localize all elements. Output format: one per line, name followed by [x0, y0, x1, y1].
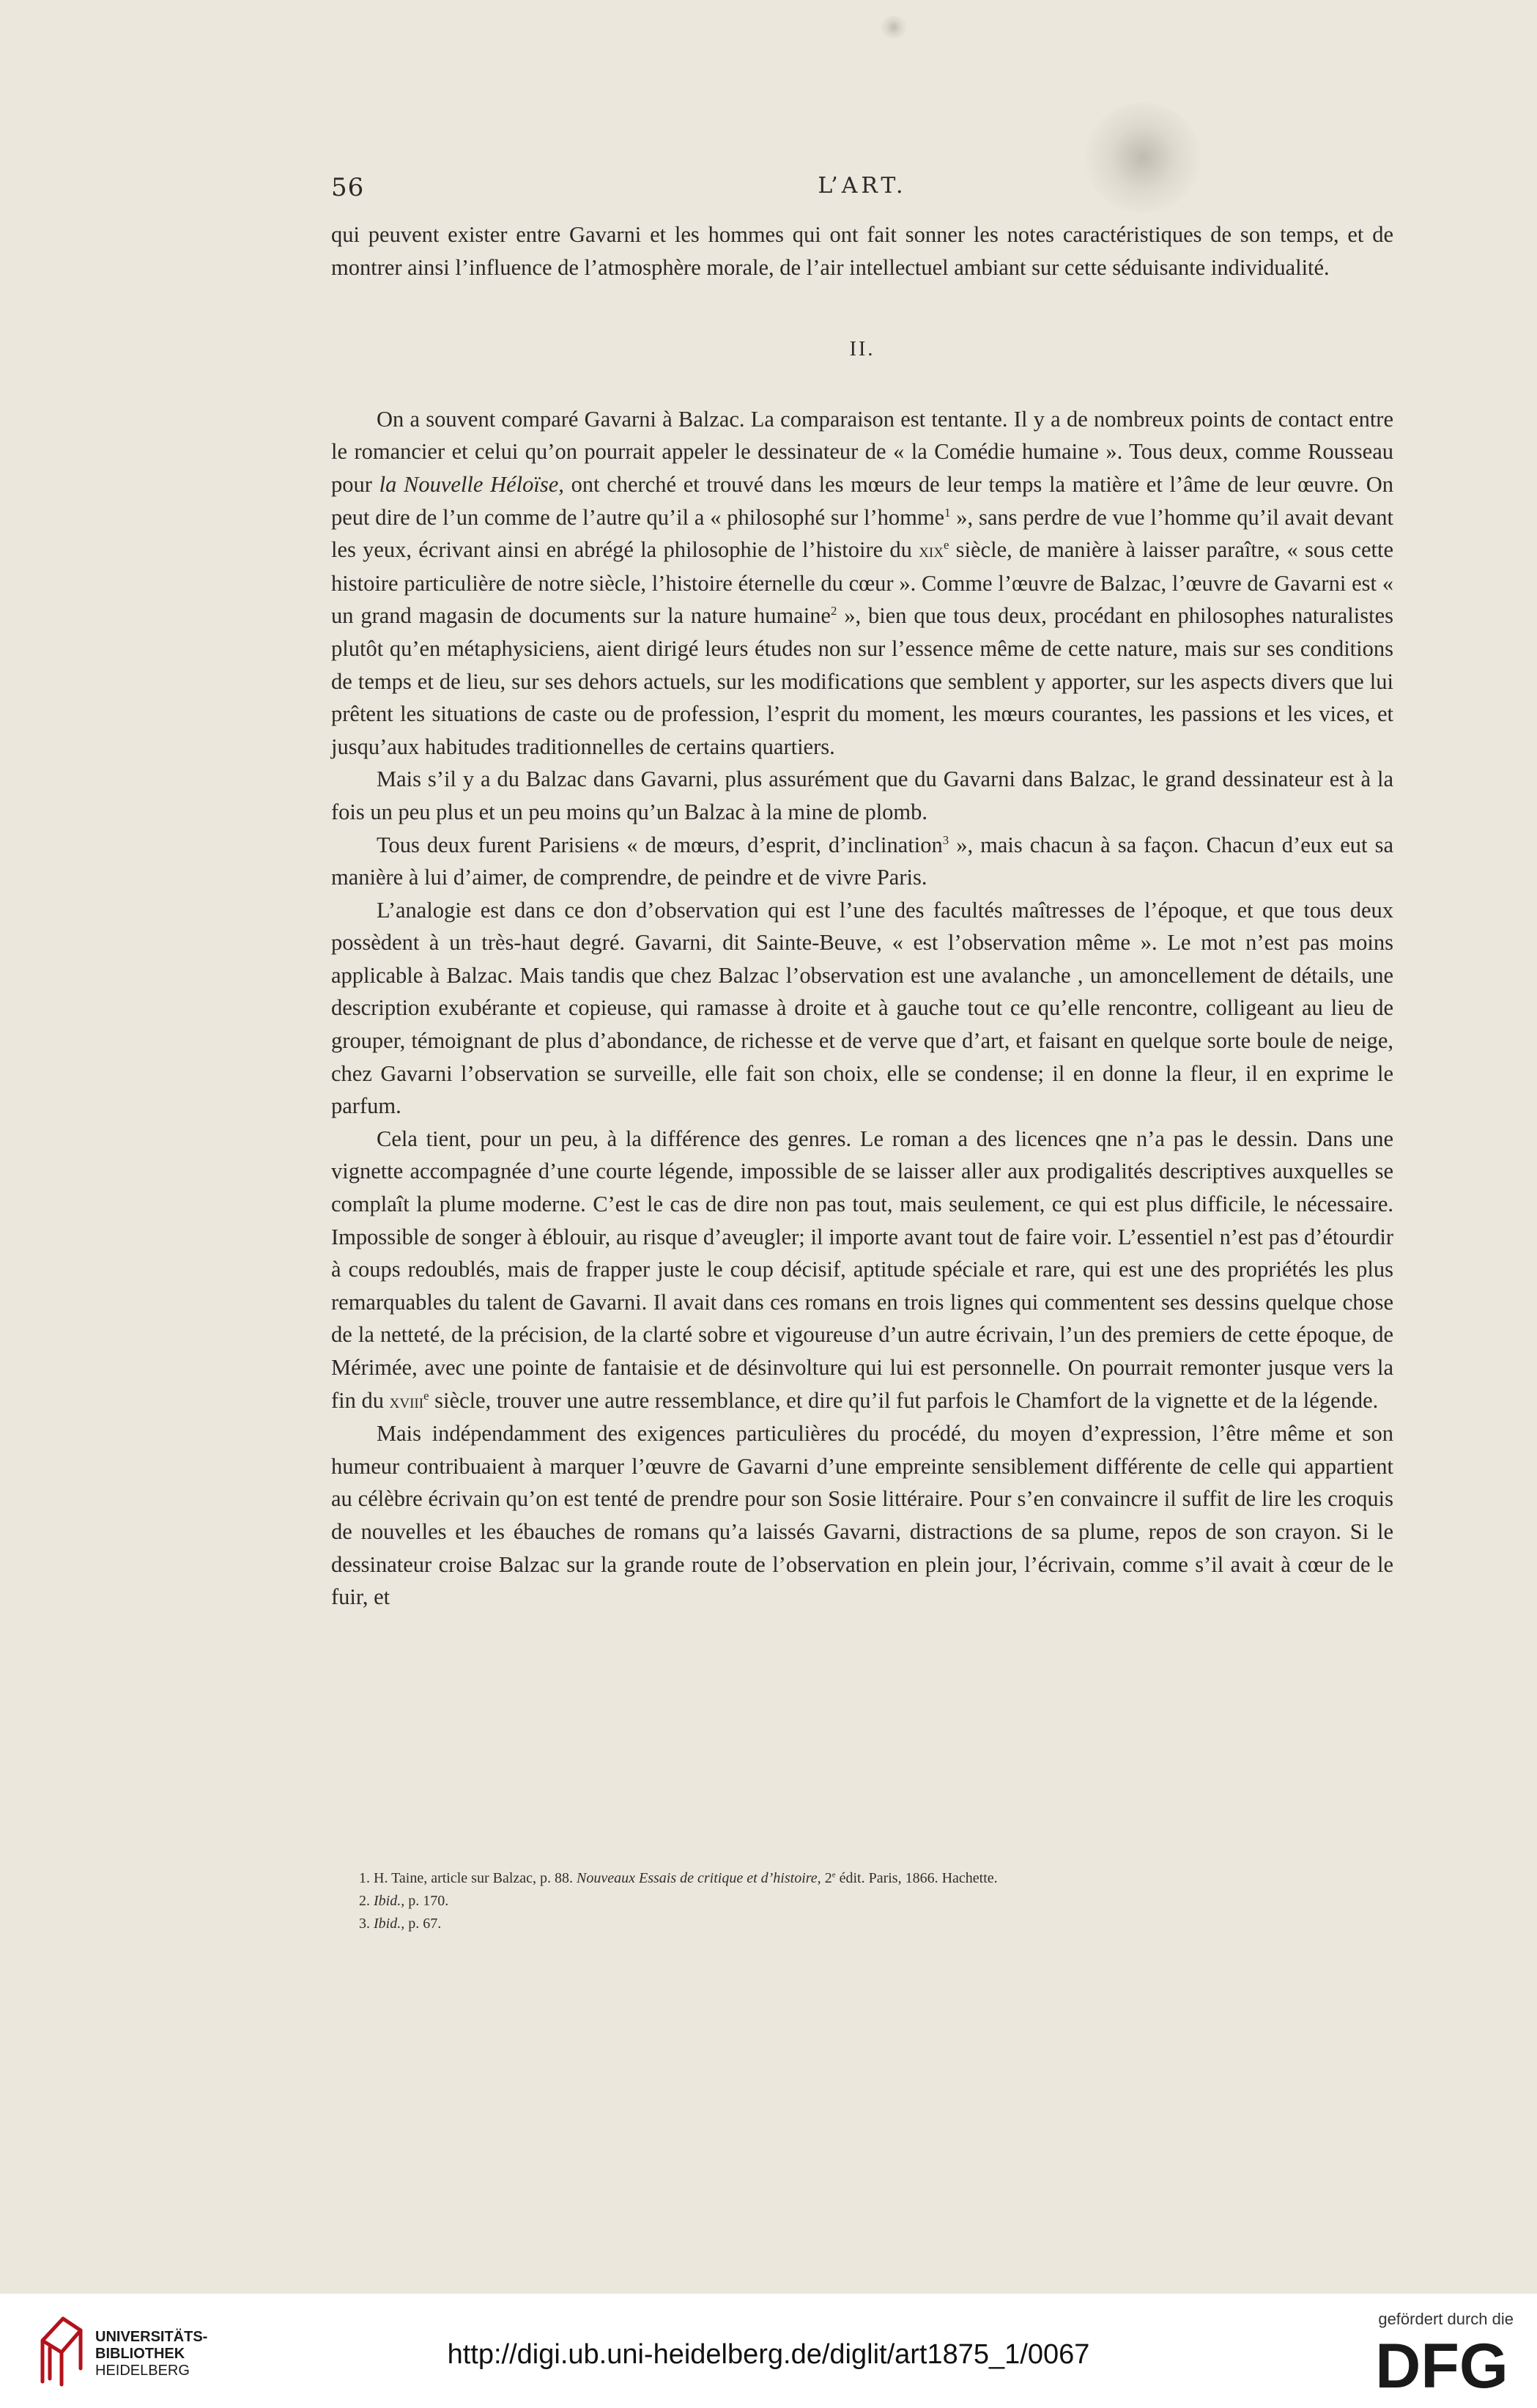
dfg-logo-icon[interactable]: [1370, 2335, 1514, 2396]
permalink-url[interactable]: http://digi.ub.uni-heidelberg.de/diglit/art1875_1/0067: [447, 2339, 1090, 2370]
footnote-1: 1. H. Taine, article sur Balzac, p. 88. Nouveaux Essais de critique et d’histoire, 2e édit. Paris, 1866. Hachette.: [359, 1870, 998, 1886]
ordinal-superscript: e: [832, 1870, 836, 1880]
library-name: UNIVERSITÄTS- BIBLIOTHEK HEIDELBERG: [95, 2329, 208, 2379]
paragraph: L’analogie est dans ce don d’observation qui est l’une des facultés maîtresses de l’époque, et que tous deux possèdent à un très-haut degré. Gavarni, dit Sainte-Beuve, « est l’observation même ». Le mot n’est pas moins applicable à Balzac. Mais tandis que chez Balzac l’observation est une avalanche , un amoncellement de détails, une description exubérante et copieuse, qui ramasse à droite et à gauche tout ce qu’elle rencontre, colligeant au lieu de grouper, témoignant de plus d’abondance, de richesse et de verve que d’art, et faisant en quelque sorte boule de neige, chez Gavarni l’observation se surveille, elle fait son choix, elle se condense; il en donne la fleur, il en exprime le parfum.: [331, 897, 1393, 1119]
viewer-footer: [0, 2294, 1537, 2408]
article-body: [331, 218, 1393, 1614]
ordinal-superscript: e: [423, 1388, 429, 1403]
running-head: L’ART.: [818, 173, 907, 199]
footnote-ref: 1: [944, 505, 951, 520]
paragraph: qui peuvent exister entre Gavarni et les hommes qui ont fait sonner les notes caractéristiques de son temps, et de montrer ainsi l’influence de l’atmosphère morale, de l’air intellectuel ambiant sur cette séduisante individualité.: [331, 222, 1393, 280]
italic-title: Nouveaux Essais de critique et d’histoire,: [577, 1870, 821, 1886]
page-number: 56: [331, 173, 365, 202]
funding-label: gefördert durch die: [1378, 2310, 1514, 2328]
footnote-3: 3. Ibid., p. 67.: [359, 1916, 442, 1932]
page-header: [331, 173, 1393, 210]
dfg-logo-text: DFG: [1375, 2335, 1508, 2396]
italic-title: la Nouvelle Héloïse,: [379, 471, 564, 497]
footnote-2: 2. Ibid., p. 170.: [359, 1893, 449, 1909]
paragraph: Cela tient, pour un peu, à la différence des genres. Le roman a des licences qne n’a pas le dessin. Dans une vignette accompagnée d’une courte légende, impossible de se laisser aller aux prodigalités descriptives auxquelles se complaît la plume moderne. C’est le cas de dire non pas tout, mais seulement, ce qui est plus difficile, le nécessaire. Impossible de songer à éblouir, au risque d’aveugler; il importe avant tout de faire voir. L’essentiel n’est pas d’étourdir à coups redoublés, mais de frapper juste le coup décisif, aptitude spéciale et rare, qui est une des propriétés les plus remarquables du talent de Gavarni. Il avait dans ces romans en trois lignes qui commentent ses dessins quelque chose de la netteté, de la précision, de la clarté sobre et vigoureuse d’un autre écrivain, l’un des premiers de cette époque, de Mérimée, avec une pointe de fantaisie et de désinvolture qui lui est personnelle. On pourrait remonter jusque vers la fin du xviii$^e$ siècle, trouver une autre ressemblance, et dire qu’il fut parfois le Chamfort de la vignette et de la légende.: [331, 1126, 1393, 1413]
paper-stain: [879, 16, 908, 38]
footnote-ref: 3: [942, 832, 949, 847]
century-numeral: xix: [919, 539, 944, 562]
ordinal-superscript: e: [943, 538, 949, 552]
paragraph: Mais s’il y a du Balzac dans Gavarni, plus assurément que du Gavarni dans Balzac, le grand dessinateur est à la fois un peu plus et un peu moins qu’un Balzac à la mine de plomb.: [331, 767, 1393, 824]
century-numeral: xviii: [389, 1389, 424, 1412]
footnote-ref: 2: [830, 604, 837, 618]
section-heading: II.: [849, 338, 875, 361]
paragraph: Mais indépendamment des exigences particulières du procédé, du moyen d’expression, l’être même et son humeur contribuaient à marquer l’œuvre de Gavarni d’une empreinte sensiblement différente de celle qui appartient au célèbre écrivain qu’on est tenté de prendre pour son Sosie littéraire. Pour s’en convaincre il suffit de lire les croquis de nouvelles et les ébauches de romans qu’a laissés Gavarni, distractions de sa plume, repos de son crayon. Si le dessinateur croise Balzac sur la grande route de l’observation en plein jour, l’écrivain, comme s’il avait à cœur de le fuir, et: [331, 1421, 1393, 1610]
paragraph: Tous deux furent Parisiens « de mœurs, d’esprit, d’inclination$^3$ », mais chacun à sa façon. Chacun d’eux eut sa manière à lui d’aimer, de comprendre, de peindre et de vivre Paris.: [331, 832, 1393, 890]
footnotes: [359, 1867, 1385, 1935]
paragraph: On a souvent comparé Gavarni à Balzac. La comparaison est tentante. Il y a de nombreux points de contact entre le romancier et celui qu’on pourrait appeler le dessinateur de « la Comédie humaine ». Tous deux, comme Rousseau pour la Nouvelle Héloïse, ont cherché et trouvé dans les mœurs de leur temps la matière et l’âme de leur œuvre. On peut dire de l’un comme de l’autre qu’il a « philosophé sur l’homme$^1$ », sans perdre de vue l’homme qu’il avait devant les yeux, écrivant ainsi en abrégé la philosophie de l’histoire du xix$^e$ siècle, de manière à laisser paraître, « sous cette histoire particulière de notre siècle, l’histoire éternelle du cœur ». Comme l’œuvre de Balzac, l’œuvre de Gavarni est « un grand magasin de documents sur la nature humaine$^2$ », bien que tous deux, procédant en philosophes naturalistes plutôt qu’en métaphysiciens, aient dirigé leurs études non sur l’essence même de cette nature, mais sur ses conditions de temps et de lieu, sur ses dehors actuels, sur les modifications que semblent y apporter, sur les aspects divers que lui prêtent les situations de caste ou de profession, l’esprit du moment, les mœurs courantes, les passions et les vices, et jusqu’aux habitudes traditionnelles de certains quartiers.: [331, 406, 1394, 759]
